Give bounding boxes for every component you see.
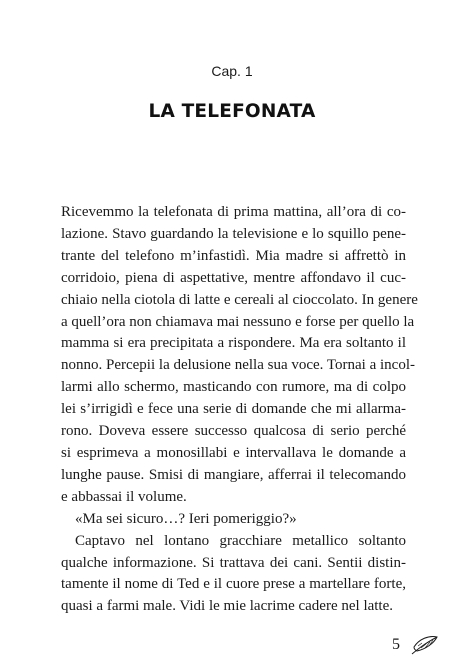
text-line: qualche informazione. Si trattava dei cani. Sentii distin- <box>61 554 406 571</box>
text-line: nonno. Percepii la delusione nella sua voce. Tornai a incol- <box>61 357 415 374</box>
chapter-title: LA TELEFONATA <box>148 101 316 122</box>
text-line: corridoio, piena di aspettative, mentre affondavo il cuc- <box>61 269 406 286</box>
body-text <box>61 202 418 618</box>
text-line: si esprimeva a monosillabi e intervallava le domande a <box>61 444 406 461</box>
text-line: lazione. Stavo guardando la televisione e lo squillo pene- <box>61 225 406 242</box>
page-number: 5 <box>392 636 400 653</box>
text-line: lunghe pause. Smisi di mangiare, afferrai il telecomando <box>61 466 406 483</box>
text-line: mamma si era precipitata a rispondere. Ma era soltanto il <box>61 335 406 352</box>
text-line: quasi a farmi male. Vidi le mie lacrime cadere nel latte. <box>61 598 394 615</box>
text-line: rono. Doveva essere successo qualcosa di serio perché <box>61 423 406 440</box>
text-line: tamente il nome di Ted e il cuore prese a martellare forte, <box>61 576 406 593</box>
text-line: Ricevemmo la telefonata di prima mattina, all’ora di co- <box>61 204 406 220</box>
text-line: lei s’irrigidì e fece una serie di domande che mi allarma- <box>61 401 406 418</box>
chapter-label: Cap. 1 <box>211 63 253 79</box>
text-line: «Ma sei sicuro…? Ieri pomeriggio?» <box>75 510 297 527</box>
text-line: trante del telefono m’infastidì. Mia madre si affrettò in <box>61 247 406 264</box>
text-line: Captavo nel lontano gracchiare metallico soltanto <box>75 532 406 549</box>
text-line: larmi allo schermo, masticando con rumore, ma di colpo <box>61 379 406 396</box>
feather-icon <box>410 633 440 657</box>
text-line: e abbassai il volume. <box>61 488 187 505</box>
text-line: a quell’ora non chiamava mai nessuno e forse per quello la <box>61 313 415 330</box>
text-line: chiaio nella ciotola di latte e cereali al cioccolato. In genere <box>61 291 418 308</box>
